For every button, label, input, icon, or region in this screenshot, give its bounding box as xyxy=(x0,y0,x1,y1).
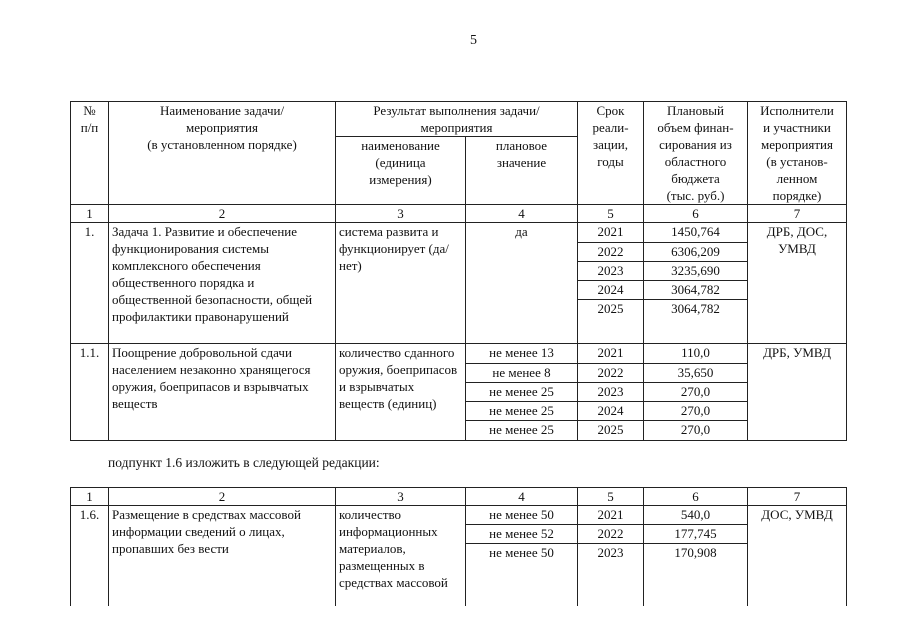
column-number: 6 xyxy=(644,488,748,506)
header-executors: Исполнители и участники мероприятия (в установ- ленном порядке) xyxy=(748,102,847,205)
header-financing: Плановый объем финан- сирования из областного бюджета (тыс. руб.) xyxy=(644,102,748,205)
row-executors: ДРБ, УМВД xyxy=(748,344,847,441)
row-year: 2021 xyxy=(578,223,644,243)
row-task-name: Поощрение добровольной сдачи населением незаконно хранящегося оружия, боеприпасов и взрывчатых веществ xyxy=(109,344,336,441)
row-executors: ДОС, УМВД xyxy=(748,506,847,606)
column-number: 4 xyxy=(466,488,578,506)
row-task-name: Размещение в средствах массовой информации сведений о лицах, пропавших без вести xyxy=(109,506,336,606)
row-amount: 6306,209 xyxy=(644,243,748,262)
row-planned-value: не менее 8 xyxy=(466,364,578,383)
row-amount: 540,0 xyxy=(644,506,748,525)
row-amount: 3235,690 xyxy=(644,262,748,281)
row-amount: 3064,782 xyxy=(644,281,748,300)
column-number: 1 xyxy=(71,205,109,223)
column-number: 1 xyxy=(71,488,109,506)
row-amount: 35,650 xyxy=(644,364,748,383)
header-number: № п/п xyxy=(71,102,109,205)
column-number: 3 xyxy=(336,488,466,506)
page-number: 5 xyxy=(470,33,477,48)
row-planned-value: не менее 13 xyxy=(466,344,578,364)
row-year: 2021 xyxy=(578,344,644,364)
column-number: 3 xyxy=(336,205,466,223)
row-number: 1.1. xyxy=(71,344,109,441)
column-number: 5 xyxy=(578,488,644,506)
header-result: Результат выполнения задачи/ мероприятия xyxy=(336,102,578,137)
row-year: 2021 xyxy=(578,506,644,525)
row-planned-value: не менее 25 xyxy=(466,402,578,421)
header-result-name: наименование (единица измерения) xyxy=(336,137,466,205)
header-result-value: плановое значение xyxy=(466,137,578,205)
column-number: 7 xyxy=(748,488,847,506)
row-amount: 3064,782 xyxy=(644,300,748,344)
amendment-note: подпункт 1.6 изложить в следующей редакции: xyxy=(108,455,380,470)
row-year: 2024 xyxy=(578,281,644,300)
row-amount: 270,0 xyxy=(644,383,748,402)
row-result-name: система развита и функционирует (да/нет) xyxy=(336,223,466,344)
row-year: 2023 xyxy=(578,262,644,281)
row-planned-value: не менее 50 xyxy=(466,544,578,606)
row-result-name: количество информационных материалов, размещенных в средствах массовой xyxy=(336,506,466,606)
row-year: 2022 xyxy=(578,525,644,544)
row-executors: ДРБ, ДОС, УМВД xyxy=(748,223,847,344)
row-year: 2023 xyxy=(578,383,644,402)
row-planned-value: не менее 50 xyxy=(466,506,578,525)
row-planned-value: не менее 25 xyxy=(466,421,578,441)
row-year: 2025 xyxy=(578,300,644,344)
row-year: 2022 xyxy=(578,364,644,383)
column-number: 2 xyxy=(109,205,336,223)
row-planned-value: не менее 25 xyxy=(466,383,578,402)
row-number: 1. xyxy=(71,223,109,344)
row-year: 2022 xyxy=(578,243,644,262)
row-amount: 170,908 xyxy=(644,544,748,606)
row-amount: 270,0 xyxy=(644,421,748,441)
column-number: 4 xyxy=(466,205,578,223)
row-amount: 1450,764 xyxy=(644,223,748,243)
row-planned-value: не менее 52 xyxy=(466,525,578,544)
row-amount: 270,0 xyxy=(644,402,748,421)
amendment-table xyxy=(70,487,847,606)
row-planned-value: да xyxy=(466,223,578,344)
row-result-name: количество сданного оружия, боеприпасов и взрывчатых веществ (единиц) xyxy=(336,344,466,441)
column-number: 6 xyxy=(644,205,748,223)
row-amount: 110,0 xyxy=(644,344,748,364)
header-term: Срок реали- зации, годы xyxy=(578,102,644,205)
row-year: 2024 xyxy=(578,402,644,421)
column-number: 7 xyxy=(748,205,847,223)
row-task-name: Задача 1. Развитие и обеспечение функционирования системы комплексного обеспечения общественного порядка и общественной безопасности, общей профилактики правонарушений xyxy=(109,223,336,344)
row-year: 2025 xyxy=(578,421,644,441)
main-table xyxy=(70,101,847,441)
header-task-name: Наименование задачи/ мероприятия (в установленном порядке) xyxy=(109,102,336,205)
row-number: 1.6. xyxy=(71,506,109,606)
column-number: 2 xyxy=(109,488,336,506)
row-year: 2023 xyxy=(578,544,644,606)
row-amount: 177,745 xyxy=(644,525,748,544)
column-number: 5 xyxy=(578,205,644,223)
